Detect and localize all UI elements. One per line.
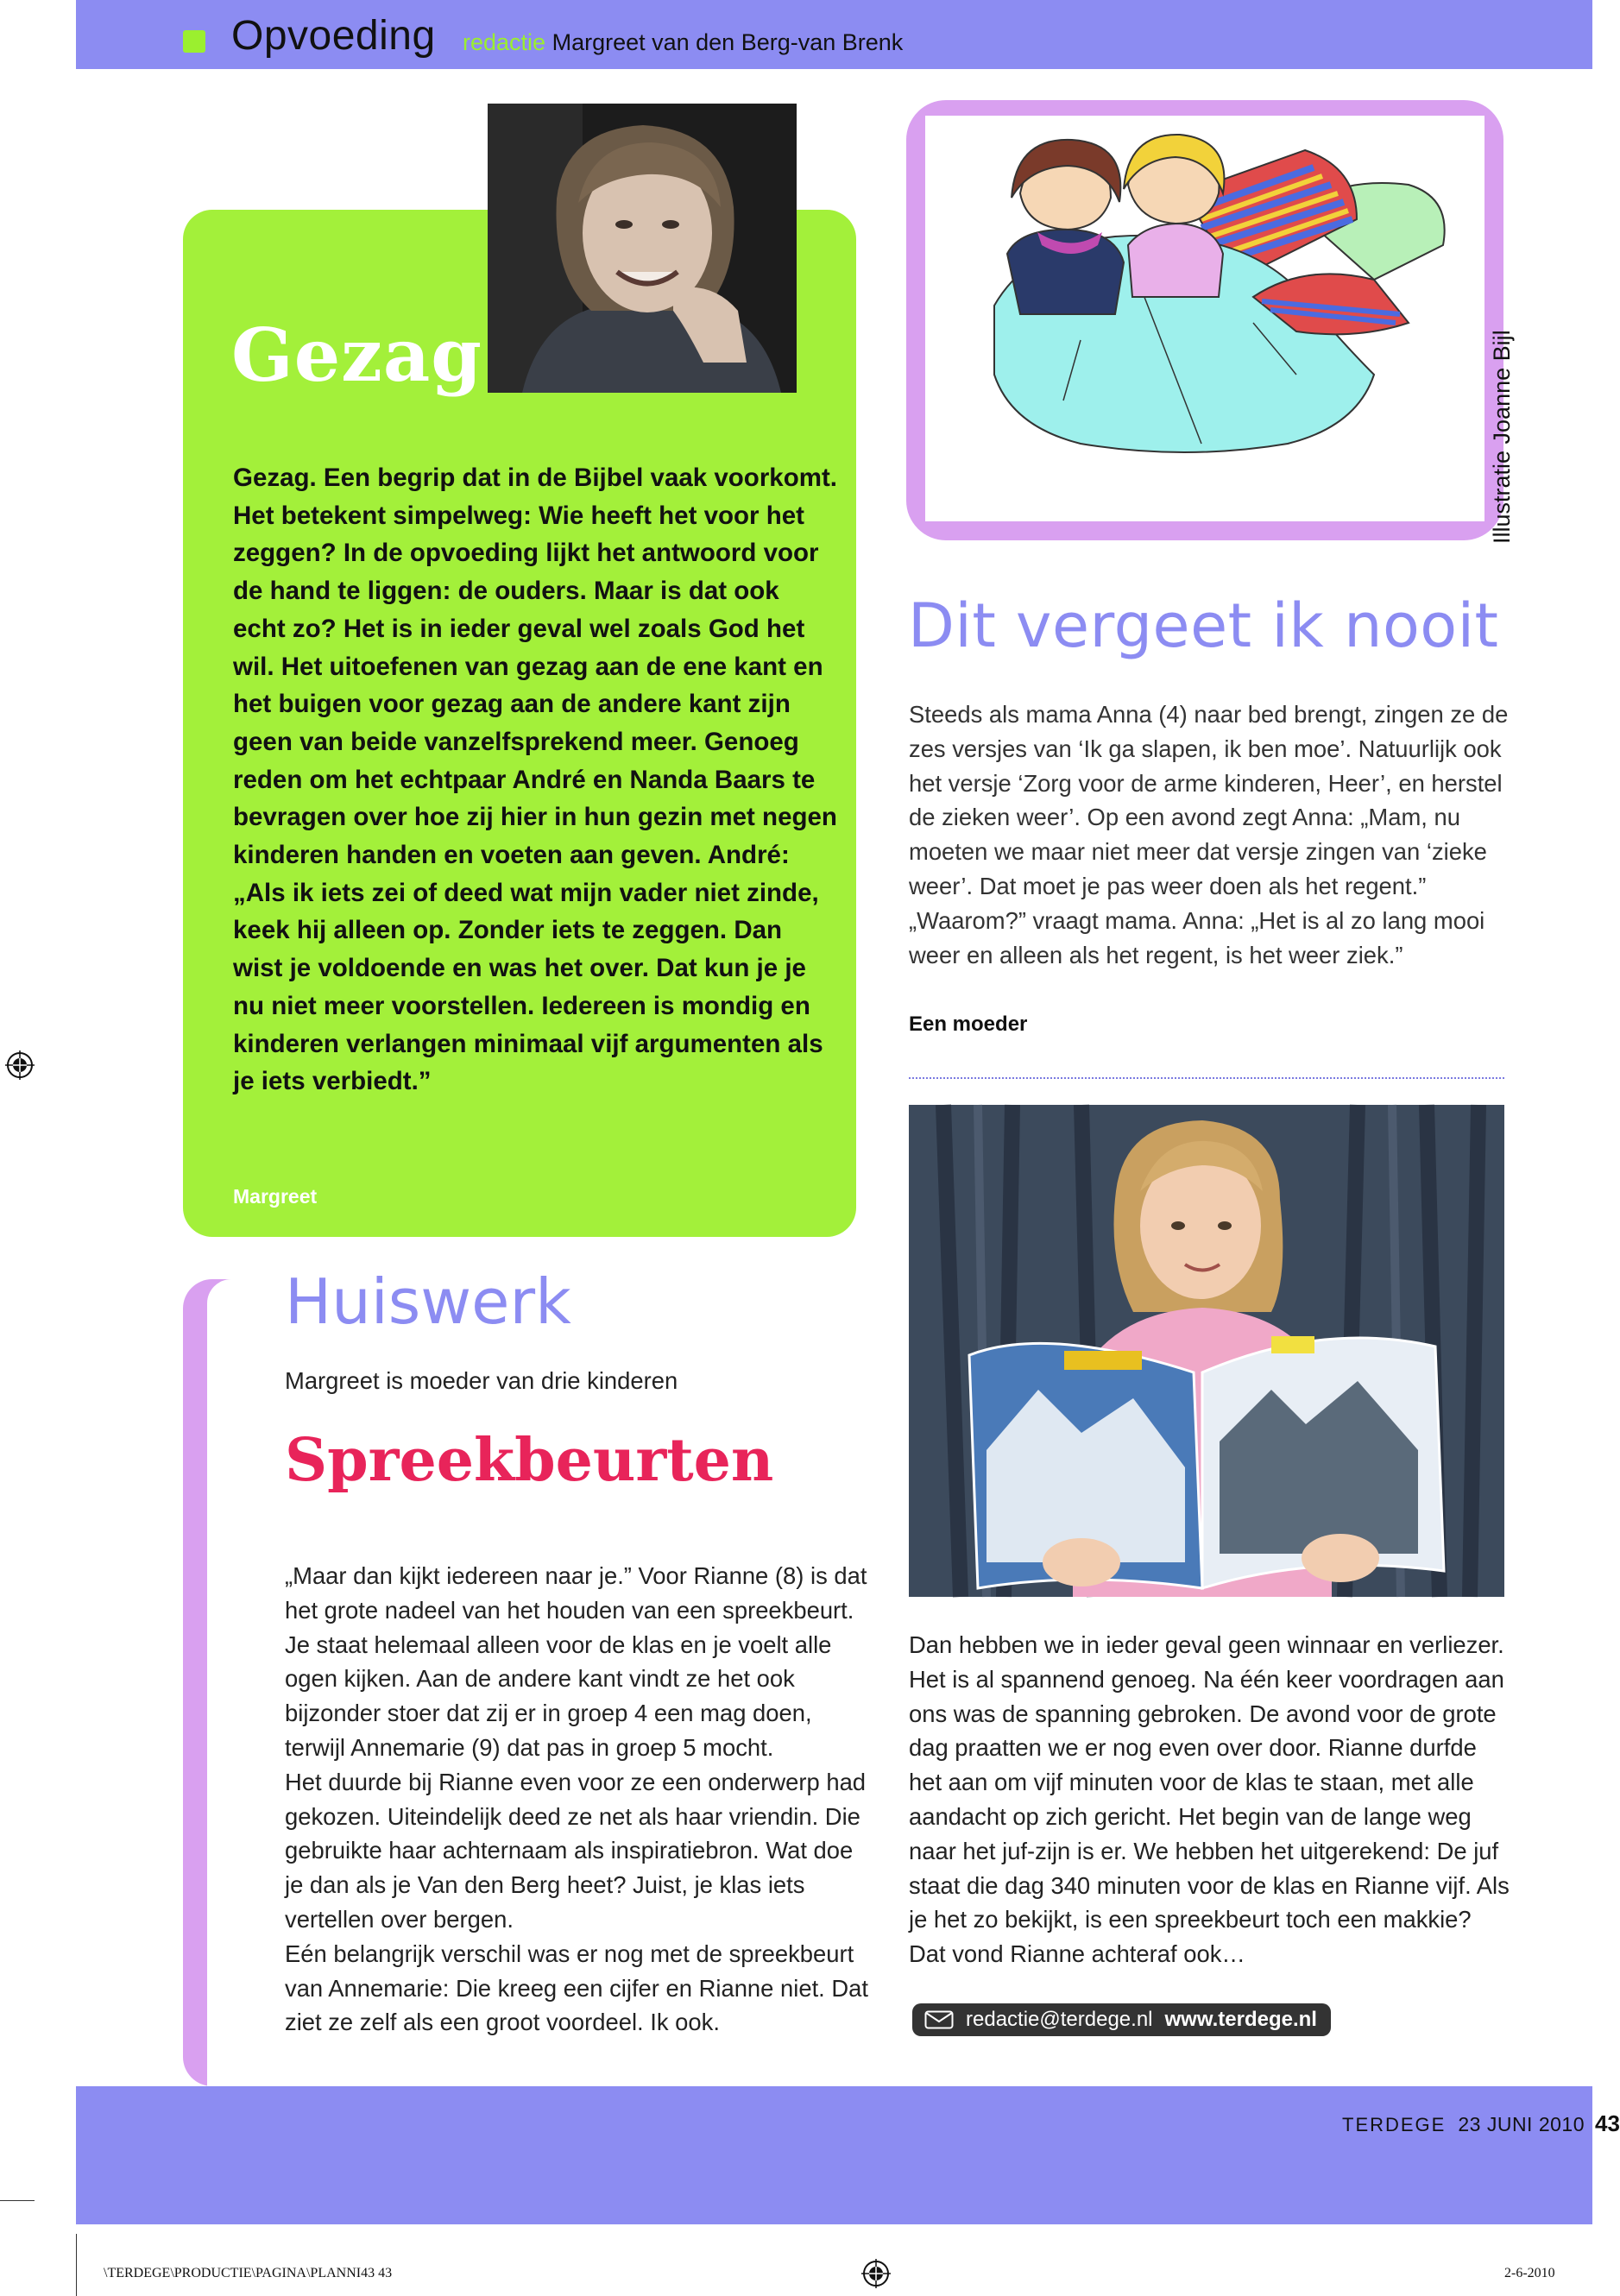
gezag-intro-text: Gezag. Een begrip dat in de Bijbel vaak voorkomt. Het betekent simpelweg: Wie heeft het voor het zeggen? In de opvoeding lijkt het antwoord voor de hand te liggen: de ouders. Maar is dat ook echt zo? Het is in ieder geval wel zoals God het wil. Het uitoefenen van gezag aan de ene kant en het buigen voor gezag aan de andere kant zijn geen van beide vanzelfsprekend meer. Genoeg reden om het echtpaar André en Nanda Baars te bevragen over hoe zij hier in hun gezin met negen kinderen handen en voeten aan geven. André: „Als ik iets zei of deed wat mijn vader niet zinde, keek hij alleen op. Zonder iets te zeggen. Dan wist je voldoende en was het over. Dat kun je je nu niet meer voorstellen. Iedereen is mondig en kinderen verlangen minimaal vijf argumenten als je iets verbiedt.”: [233, 464, 837, 1096]
dotted-divider: [909, 1077, 1504, 1079]
print-slug-date: 2-6-2010: [1504, 2266, 1555, 2280]
footer-magazine: TERDEGE: [1342, 2114, 1447, 2135]
author-portrait-photo: [488, 104, 797, 393]
huiswerk-accent-bar-inner: [207, 1279, 231, 2086]
gezag-title: Gezag: [231, 312, 483, 398]
nooit-signature: Een moeder: [909, 1012, 1028, 1036]
crop-mark: [76, 2234, 77, 2296]
spreekbeurten-paragraph: „Maar dan kijkt iedereen naar je.” Voor Rianne (8) is dat het grote nadeel van het houden van een spreekbeurt. Je staat helemaal alleen voor de klas en je voelt alle ogen kijken. Aan de andere kant vindt ze het ook bijzonder stoer dat zij er in groep 4 een mag doen, terwijl Annemarie (9) dat pas in groep 5 mocht.: [285, 1562, 867, 1761]
section-marker-icon: [183, 30, 205, 53]
spreekbeurten-body-right: Dan hebben we in ieder geval geen winnaar en verliezer. Het is al spannend genoeg. Na één keer voordragen aan ons was de spanning gebroken. De avond voor de grote dag praatten we er nog even over door. Rianne durfde het aan om vijf minuten voor de klas te staan, met alle aandacht op zich gericht. Het begin van de lange weg naar het juf-zijn is er. We hebben het uitgerekend: De juf staat die dag 340 minuten voor de klas en Rianne vijf. Als je het zo bekijkt, is een spreekbeurt toch een makkie? Dat vond Rianne achteraf ook…: [909, 1631, 1510, 1968]
girl-photo-image: [909, 1105, 1504, 1597]
huiswerk-title: Huiswerk: [285, 1265, 571, 1338]
spreekbeurten-title: Spreekbeurten: [285, 1426, 774, 1495]
footer-date: 23 JUNI 2010: [1458, 2113, 1585, 2135]
gezag-signature: Margreet: [233, 1185, 318, 1208]
mail-icon: [924, 2010, 954, 2029]
registration-mark-icon: [861, 2259, 891, 2288]
footer-page-number: 43: [1595, 2110, 1620, 2136]
spreekbeurten-paragraph: Het duurde bij Rianne even voor ze een onderwerp had gekozen. Uiteindelijk deed ze net als haar vriendin. Die gebruikte haar achternaam als inspiratiebron. Wat doe je dan als je Van den Berg heet? Juist, je klas iets vertellen over bergen.: [285, 1768, 867, 1933]
girl-with-book-photo: [909, 1105, 1504, 1597]
editor-name: Margreet van den Berg-van Brenk: [552, 29, 904, 55]
editor-credit: [463, 31, 903, 54]
illustration-kids-in-bed: [925, 116, 1484, 521]
illustration-credit: Illustratie Joanne Bijl: [1489, 330, 1515, 544]
spreekbeurten-paragraph: Eén belangrijk verschil was er nog met de spreekbeurt van Annemarie: Die kreeg een cijfer en Rianne niet. Dat ziet ze zelf als een groot voordeel. Ik ook.: [285, 1940, 869, 2036]
huiswerk-subtitle: Margreet is moeder van drie kinderen: [285, 1367, 678, 1394]
contact-web-link[interactable]: [1165, 2008, 1317, 2032]
editor-label: redactie: [463, 29, 546, 55]
spreekbeurten-body-left: [285, 1559, 872, 2040]
contact-web-text: www.terdege.nl: [1164, 2008, 1317, 2031]
nooit-title: Dit vergeet ik nooit: [908, 590, 1499, 661]
section-title: Opvoeding: [231, 13, 436, 59]
page-footer: [1342, 2110, 1620, 2137]
registration-mark-icon: [5, 1050, 35, 1080]
portrait-image: [488, 104, 797, 393]
crop-mark: [0, 2200, 35, 2201]
contact-bar: [912, 2003, 1331, 2036]
print-slug-path: \TERDEGE\PRODUCTIE\PAGINA\PLANNI43 43: [104, 2266, 393, 2280]
nooit-body-text: Steeds als mama Anna (4) naar bed brengt, zingen ze de zes versjes van ‘Ik ga slapen, ik ben moe’. Natuurlijk ook het versje ‘Zorg voor de arme kinderen, Heer’, en herstel de zieken weer’. Op een avond zegt Anna: „Mam, nu moeten we maar niet meer dat versje zingen van ‘zieke weer’. Dat moet je pas weer doen als het regent.” „Waarom?” vraagt mama. Anna: „Het is al zo lang mooi weer en alleen als het regent, is het weer ziek.”: [909, 701, 1509, 968]
bottom-band-corner: [1503, 2054, 1592, 2086]
bottom-band: [76, 2086, 1592, 2224]
contact-email-link[interactable]: redactie@terdege.nl: [966, 2008, 1153, 2031]
illustration-image: [925, 116, 1484, 521]
